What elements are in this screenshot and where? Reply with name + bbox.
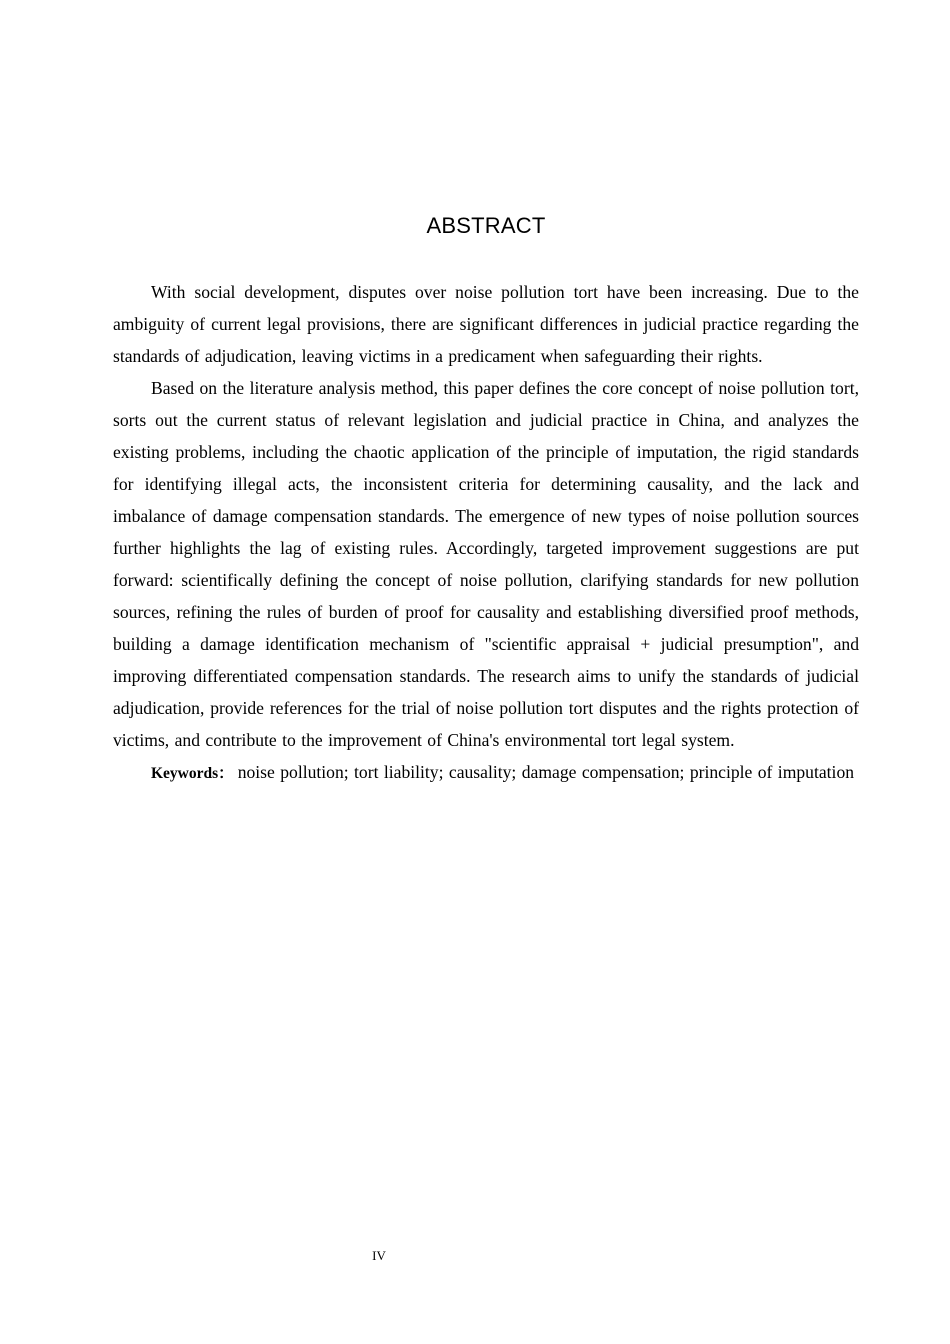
abstract-body xyxy=(113,276,859,790)
keywords-text: noise pollution; tort liability; causality; damage compensation; principle of imputation xyxy=(237,762,855,782)
abstract-paragraph-1: With social development, disputes over noise pollution tort have been increasing. Due to the ambiguity of current legal provisions, there are significant differences in judicial practice regarding the standards of adjudication, leaving victims in a predicament when safeguarding their rights. xyxy=(113,282,859,366)
keywords-label: Keywords xyxy=(151,765,219,782)
keywords-line xyxy=(113,756,859,790)
keywords-colon: ： xyxy=(218,765,234,782)
abstract-heading: ABSTRACT xyxy=(426,213,546,238)
abstract-paragraph-2: Based on the literature analysis method, this paper defines the core concept of noise pollution tort, sorts out the current status of relevant legislation and judicial practice in China, and analyzes the existing problems, including the chaotic application of the principle of imputation, the rigid standards for identifying illegal acts, the inconsistent criteria for determining causality, and the lack and imbalance of damage compensation standards. The emergence of new types of noise pollution sources further highlights the lag of existing rules. Accordingly, targeted improvement suggestions are put forward: scientifically defining the concept of noise pollution, clarifying standards for new pollution sources, refining the rules of burden of proof for causality and establishing diversified proof methods, building a damage identification mechanism of "scientific appraisal + judicial presumption", and improving differentiated compensation standards. The research aims to unify the standards of judicial adjudication, provide references for the trial of noise pollution tort disputes and the rights protection of victims, and contribute to the improvement of China's environmental tort legal system. xyxy=(113,378,859,750)
page-number: IV xyxy=(372,1248,386,1263)
